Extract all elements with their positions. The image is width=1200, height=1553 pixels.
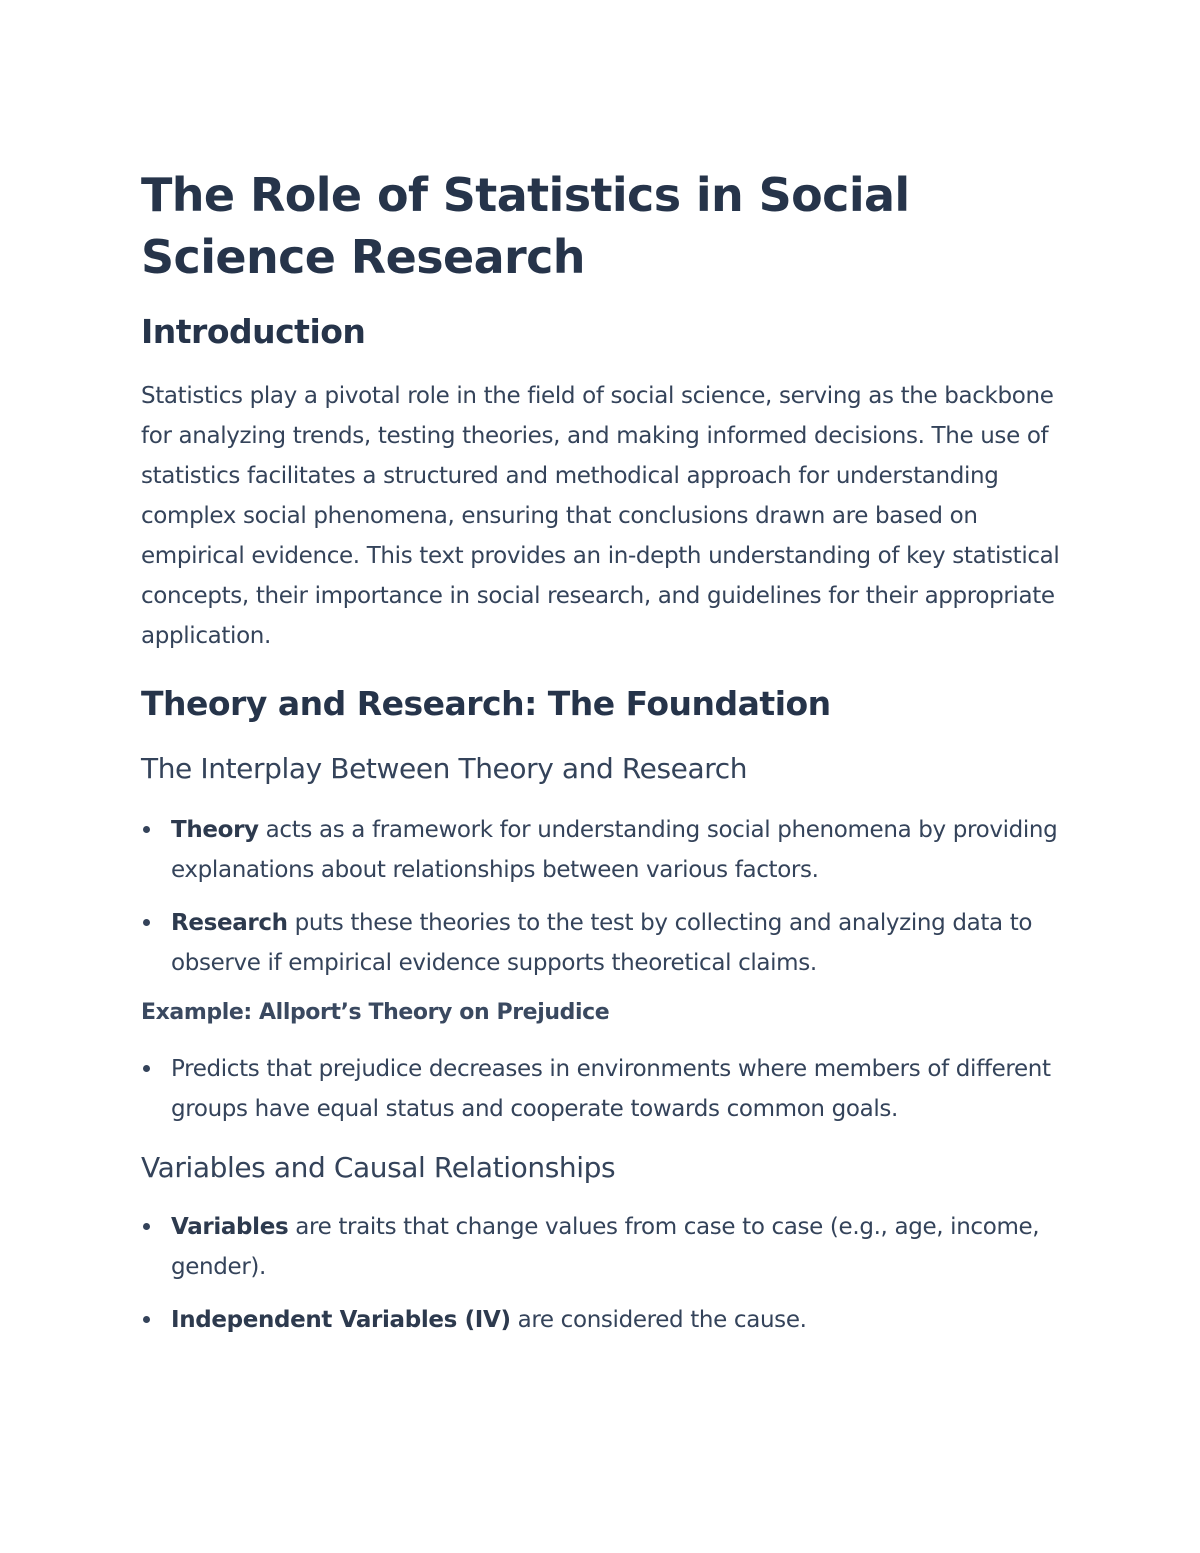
subsection-heading-variables: Variables and Causal Relationships	[141, 1151, 616, 1184]
list-item	[141, 1049, 1061, 1129]
document-page	[141, 160, 1061, 1340]
list-item-text: puts these theories to the test by collecting and analyzing data to observe if empirical evidence supports theoretical claims.	[171, 910, 1033, 976]
example-heading: Example: Allport’s Theory on Prejudice	[141, 1000, 610, 1025]
example-list	[141, 1049, 1061, 1129]
list-item-text: acts as a framework for understanding social phenomena by providing explanations about relationships between various factors.	[171, 817, 1058, 883]
bullet-icon	[143, 1223, 150, 1230]
list-item-term: Variables	[171, 1214, 289, 1240]
section-heading-theory-research: Theory and Research: The Foundation	[141, 684, 831, 723]
variables-list	[141, 1207, 1061, 1340]
interplay-list	[141, 810, 1061, 983]
list-item-text: are traits that change values from case to case (e.g., age, income, gender).	[171, 1214, 1040, 1280]
list-item	[141, 903, 1061, 983]
list-item-text: Predicts that prejudice decreases in environments where members of different groups have equal status and cooperate towards common goals.	[171, 1056, 1051, 1122]
list-item-term: Independent Variables (IV)	[171, 1307, 511, 1333]
introduction-paragraph: Statistics play a pivotal role in the field of social science, serving as the backbone for analyzing trends, testing theories, and making informed decisions. The use of statistics facilitates a structured and methodical approach for understanding complex social phenomena, ensuring that conclusions drawn are based on empirical evidence. This text provides an in-depth understanding of key statistical concepts, their importance in social research, and guidelines for their appropriate application.	[141, 383, 1060, 649]
document-title: The Role of Statistics in Social Science Research	[141, 168, 910, 284]
list-item	[141, 810, 1061, 890]
section-heading-introduction: Introduction	[141, 312, 366, 351]
bullet-icon	[143, 826, 150, 833]
subsection-heading-interplay: The Interplay Between Theory and Research	[141, 752, 748, 785]
list-item-text: are considered the cause.	[510, 1307, 807, 1333]
list-item	[141, 1300, 1061, 1340]
list-item	[141, 1207, 1061, 1287]
bullet-icon	[143, 1316, 150, 1323]
list-item-term: Research	[171, 910, 288, 936]
list-item-term: Theory	[171, 817, 259, 843]
bullet-icon	[143, 1065, 150, 1072]
bullet-icon	[143, 919, 150, 926]
